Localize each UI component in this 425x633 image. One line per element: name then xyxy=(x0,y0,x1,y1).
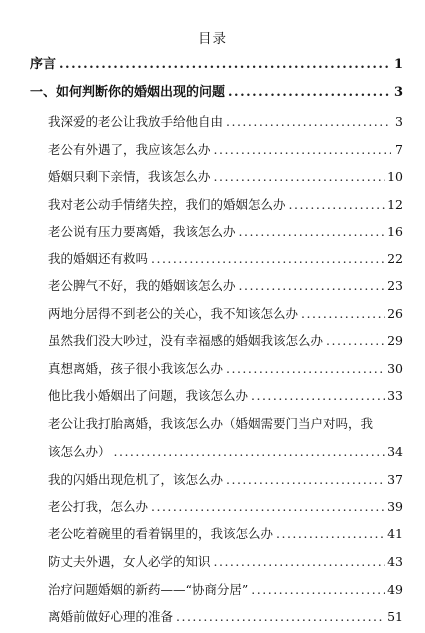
toc-page-number: 3 xyxy=(393,85,403,100)
page-title: 目录 xyxy=(198,31,227,47)
dot-leader xyxy=(239,276,386,296)
toc-page-number: 29 xyxy=(387,333,403,348)
toc-entry-label: 虽然我们没大吵过，没有幸福感的婚姻我该怎么办 xyxy=(48,333,324,348)
dot-leader xyxy=(251,386,385,406)
toc-entry-label: 两地分居得不到老公的关心，我不知该怎么办 xyxy=(48,306,299,321)
toc-entry-label: 离婚前做好心理的准备 xyxy=(48,609,174,624)
toc-page-number: 34 xyxy=(387,444,403,459)
dot-leader xyxy=(239,222,386,242)
toc-entry[interactable] xyxy=(30,470,403,490)
dot-leader xyxy=(301,304,385,324)
toc-entry-label: 老公说有压力要离婚，我该怎么办 xyxy=(48,224,236,239)
dot-leader xyxy=(151,497,385,517)
toc-page-number: 1 xyxy=(393,57,403,72)
toc-page-number: 43 xyxy=(387,554,403,569)
toc-page-number: 37 xyxy=(387,472,403,487)
toc-entry-label: 老公让我打胎离婚，我该怎么办（婚姻需要门当户对吗，我 xyxy=(48,416,374,431)
toc-entry-label: 我对老公动手情绪失控，我们的婚姻怎么办 xyxy=(48,197,286,212)
toc-entry-label: 一、如何判断你的婚姻出现的问题 xyxy=(30,85,226,100)
dot-leader xyxy=(226,470,385,490)
dot-leader xyxy=(228,83,391,103)
toc-entry-label: 防丈夫外遇，女人必学的知识 xyxy=(48,554,211,569)
toc-entry-label: 我的婚姻还有救吗 xyxy=(48,251,149,266)
toc-entry[interactable] xyxy=(30,276,403,296)
dot-leader xyxy=(214,140,391,160)
toc-page-number: 51 xyxy=(387,609,403,624)
toc-entry-label: 老公有外遇了，我应该怎么办 xyxy=(48,142,211,157)
toc-entry[interactable] xyxy=(30,552,403,572)
dot-leader xyxy=(276,524,385,544)
toc-entry[interactable] xyxy=(30,331,403,351)
toc-page-number: 22 xyxy=(387,251,403,266)
toc-page-number: 23 xyxy=(387,278,403,293)
toc-entry-label: 我的闪婚出现危机了，该怎么办 xyxy=(48,472,224,487)
toc-entry-label: 他比我小婚姻出了问题，我该怎么办 xyxy=(48,388,249,403)
dot-leader xyxy=(176,607,385,627)
toc-entry[interactable] xyxy=(30,497,403,517)
toc-entry[interactable] xyxy=(30,580,403,600)
toc-entry-chapter-1[interactable] xyxy=(30,83,403,103)
toc-entry-label: 老公吃着碗里的看着锅里的，我该怎么办 xyxy=(48,526,274,541)
toc-entry-label: 老公打我，怎么办 xyxy=(48,499,149,514)
dot-leader xyxy=(289,195,386,215)
toc-page-number: 7 xyxy=(395,142,403,157)
toc-page-number: 39 xyxy=(387,499,403,514)
toc-entry[interactable] xyxy=(30,304,403,324)
dot-leader xyxy=(214,552,386,572)
toc-entry[interactable] xyxy=(30,524,403,544)
dot-leader xyxy=(326,331,385,351)
dot-leader xyxy=(226,359,385,379)
toc-page-number: 3 xyxy=(395,114,403,129)
toc-page-number: 16 xyxy=(387,224,403,239)
dot-leader xyxy=(59,55,391,75)
toc-page-number: 26 xyxy=(387,306,403,321)
dot-leader xyxy=(226,112,391,132)
toc-page-number: 49 xyxy=(387,582,403,597)
toc-page-number: 12 xyxy=(387,197,403,212)
toc-entry[interactable] xyxy=(30,607,403,627)
toc-entry[interactable] xyxy=(30,167,403,187)
toc-entry-label: 婚姻只剩下亲情，我该怎么办 xyxy=(48,169,211,184)
toc-entry[interactable] xyxy=(30,112,403,132)
toc-entry[interactable] xyxy=(30,195,403,215)
toc-entry[interactable] xyxy=(30,359,403,379)
toc-entry-label: 该怎么办） xyxy=(48,444,111,459)
toc-entry[interactable] xyxy=(30,414,403,434)
toc-entry-label: 治疗问题婚姻的新药——“协商分居” xyxy=(48,582,249,597)
dot-leader xyxy=(251,580,385,600)
toc-entry-label: 我深爱的老公让我放手给他自由 xyxy=(48,114,224,129)
dot-leader xyxy=(214,167,386,187)
toc-entry[interactable] xyxy=(30,249,403,269)
dot-leader xyxy=(114,442,386,462)
toc-entry-label: 序言 xyxy=(30,57,57,72)
toc-page-number: 41 xyxy=(387,526,403,541)
toc-entry[interactable] xyxy=(30,386,403,406)
toc-entry-label: 真想离婚，孩子很小我该怎么办 xyxy=(48,361,224,376)
toc-entry[interactable] xyxy=(30,140,403,160)
dot-leader xyxy=(151,249,385,269)
toc-entry[interactable] xyxy=(30,222,403,242)
toc-page-number: 10 xyxy=(387,169,403,184)
toc-entry-label: 老公脾气不好，我的婚姻该怎么办 xyxy=(48,278,236,293)
toc-entry-preface[interactable] xyxy=(30,55,403,75)
toc-page-number: 33 xyxy=(387,388,403,403)
toc-entry-continuation[interactable] xyxy=(30,442,403,462)
toc-page-number: 30 xyxy=(387,361,403,376)
